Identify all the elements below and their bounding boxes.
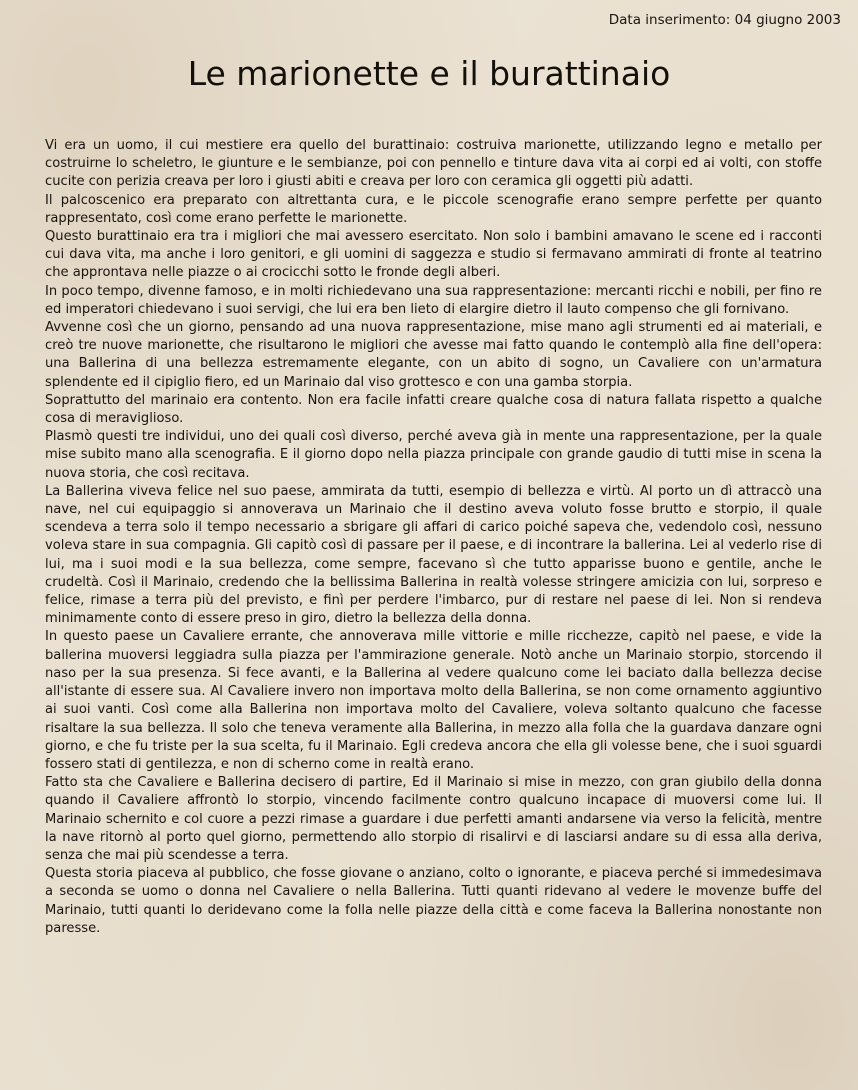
story-body (45, 137, 822, 938)
paragraph: In questo paese un Cavaliere errante, che annoverava mille vittorie e mille ricchezze, capitò nel paese, e vide la ballerina muoversi leggiadra sulla piazza per l'ammirazione generale. Notò anche un Marinaio storpio, storcendo il naso per la sua presenza. Si fece avanti, e la Ballerina al vedere qualcuno come lei baciato dalla bellezza decise all'istante di essere sua. Al Cavaliere invero non importava molto della Ballerina, se non come ornamento aggiuntivo ai suoi vanti. Così come alla Ballerina non importava molto del Cavaliere, voleva soltanto qualcuno che facesse risaltare la sua bellezza. Il solo che teneva veramente alla Ballerina, in mezzo alla folla che la guardava danzare ogni giorno, e che fu triste per la sua scelta, fu il Marinaio. Egli credeva ancora che ella gli volesse bene, che i suoi sguardi fossero stati di gentilezza, e non di scherno come in realtà erano. (45, 629, 822, 772)
page-title: Le marionette e il burattinaio (187, 54, 671, 93)
paragraph: Questo burattinaio era tra i migliori che mai avessero esercitato. Non solo i bambini amavano le scene ed i racconti cui dava vita, ma anche i loro genitori, e gli uomini di saggezza e studio si fermavano ammirati di fronte al teatrino che approntava nelle piazze o ai crocicchi sotto le fronde degli alberi. (45, 229, 822, 281)
paragraph: Avvenne così che un giorno, pensando ad una nuova rappresentazione, mise mano agli strumenti ed ai materiali, e creò tre nuove marionette, che risultarono le migliori che avesse mai fatto quando le contemplò alla fine dell'opera: una Ballerina di una bellezza estremamente elegante, con un abito di sogno, un Cavaliere con un'armatura splendente ed il cipiglio fiero, ed un Marinaio dal viso grottesco e con una gamba storpia. (45, 320, 822, 390)
paragraph: Fatto sta che Cavaliere e Ballerina decisero di partire, Ed il Marinaio si mise in mezzo, con gran giubilo della donna quando il Cavaliere affrontò lo storpio, vincendo facilmente contro qualcuno incapace di muoversi come lui. Il Marinaio schernito e col cuore a pezzi rimase a guardare i due perfetti amanti andarsene via verso la felicità, mentre la nave ritornò al porto quel giorno, permettendo allo storpio di risalirvi e di lasciarsi andare su di essa alla deriva, senza che mai più scendesse a terra. (45, 775, 822, 863)
paragraph: Questa storia piaceva al pubblico, che fosse giovane o anziano, colto o ignorante, e piaceva perché si immedesimava a seconda se uomo o donna nel Cavaliere o nella Ballerina. Tutti quanti ridevano al vedere le movenze buffe del Marinaio, tutti quanti lo deridevano come la folla nelle piazze della città e come faceva la Ballerina nonostante non paresse. (45, 866, 822, 936)
paragraph: In poco tempo, divenne famoso, e in molti richiedevano una sua rappresentazione: mercanti ricchi e nobili, per fino re ed imperatori chiedevano i suoi servigi, che lui era ben lieto di elargire dietro il lauto compenso che gli fornivano. (45, 283, 822, 317)
paragraph: Vi era un uomo, il cui mestiere era quello del burattinaio: costruiva marionette, utilizzando legno e metallo per costruirne lo scheletro, le giunture e le sembianze, poi con pennello e tinture dava vita ai corpi ed ai volti, con stoffe cucite con perizia creava per loro i giusti abiti e creava per loro con ceramica gli oggetti più adatti. (45, 138, 822, 190)
paragraph: Plasmò questi tre individui, uno dei quali così diverso, perché aveva già in mente una rappresentazione, per la quale mise subito mano alla scenografia. E il giorno dopo nella piazza principale con grande gaudio di tutti mise in scena la nuova storia, che così recitava. (45, 429, 822, 481)
paragraph: La Ballerina viveva felice nel suo paese, ammirata da tutti, esempio di bellezza e virtù. Al porto un dì attraccò una nave, nel cui equipaggio si annoverava un Marinaio che il destino aveva voluto fosse brutto e storpio, il quale scendeva a terra solo il tempo necessario a sbrigare gli affari di carico poiché sapeva che, vedendolo così, nessuno voleva stare in sua compagnia. Gli capitò così di passare per il paese, e di incontrare la ballerina. Lei al vederlo rise di lui, ma i suoi modi e la sua bellezza, come sempre, facevano sì che tutto apparisse buono e gentile, anche le crudeltà. Così il Marinaio, credendo che la bellissima Ballerina in realtà volesse stringere amicizia con lui, sorpreso e felice, rimase a terra più del previsto, e finì per perdere l'imbarco, pur di restare nel paese di lei. Non si rendeva minimamente conto di essere preso in giro, dietro la bellezza della donna. (45, 483, 822, 627)
paragraph: Soprattutto del marinaio era contento. Non era facile infatti creare qualche cosa di natura fallata rispetto a qualche cosa di meraviglioso. (45, 392, 822, 427)
insertion-date: Data inserimento: 04 giugno 2003 (608, 12, 841, 28)
paragraph: Il palcoscenico era preparato con altrettanta cura, e le piccole scenografie erano sempre perfette per quanto rappresentato, così come erano perfette le marionette. (45, 192, 822, 226)
